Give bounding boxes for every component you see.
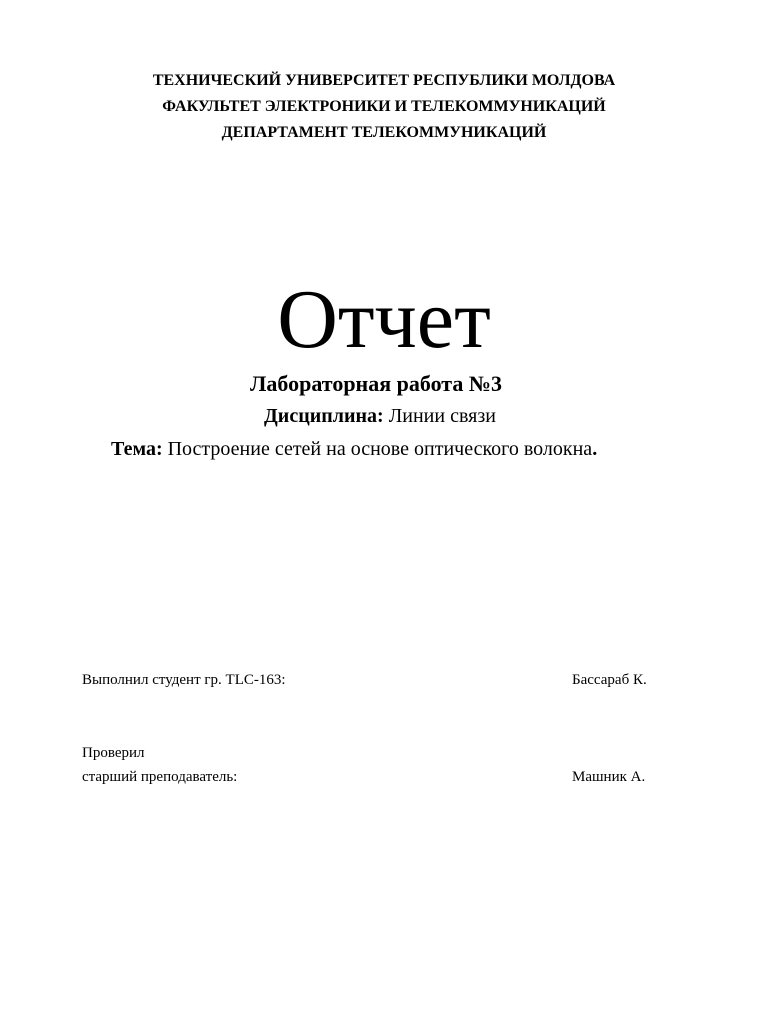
theme-label: Тема: (111, 438, 163, 460)
checker-position: старший преподаватель: (82, 769, 238, 785)
performed-by-label: Выполнил студент гр. TLC-163: (82, 672, 286, 688)
checker-name: Машник А. (572, 769, 646, 785)
discipline-label: Дисциплина: (264, 405, 384, 427)
discipline-value: Линии связи (383, 405, 496, 427)
theme-value: Построение сетей на основе оптического волокна (162, 438, 593, 460)
department-name: ДЕПАРТАМЕНТ ТЕЛЕКОММУНИКАЦИЙ (221, 124, 547, 141)
theme-end-period: . (592, 438, 598, 460)
report-title: Отчет (277, 273, 491, 366)
discipline-line (0, 402, 760, 430)
institution-header (0, 68, 768, 146)
checked-by-label: Проверил (82, 745, 145, 761)
student-name: Бассараб К. (572, 672, 647, 688)
lab-work-number: Лабораторная работа №3 (250, 371, 502, 396)
university-name: ТЕХНИЧЕСКИЙ УНИВЕРСИТЕТ РЕСПУБЛИКИ МОЛДОВА (152, 72, 616, 89)
faculty-name: ФАКУЛЬТЕТ ЭЛЕКТРОНИКИ И ТЕЛЕКОММУНИКАЦИЙ (162, 98, 606, 115)
theme-line (111, 435, 597, 463)
